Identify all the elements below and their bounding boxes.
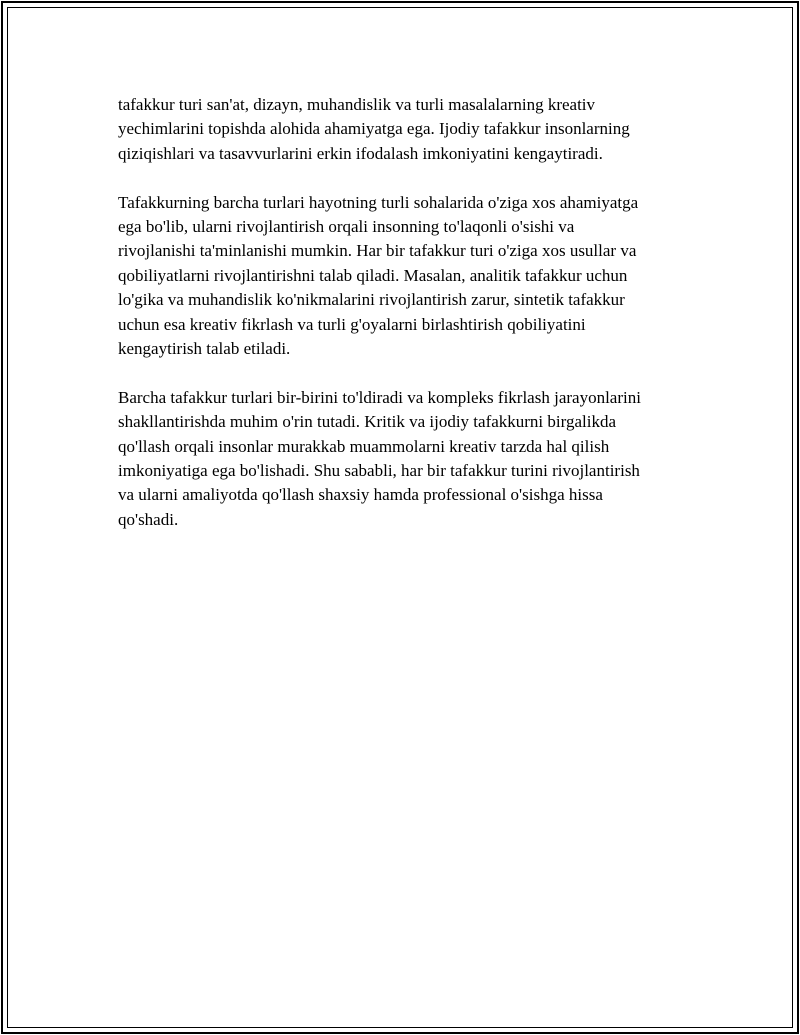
paragraph-1: tafakkur turi san'at, dizayn, muhandislik va turli masalalarning kreativ yechimlarini topishda alohida ahamiyatga ega. Ijodiy tafakkur insonlarning qiziqishlari va tasavvurlarini erkin ifodalash imkoniyatini kengaytiradi. [118,95,630,163]
paragraph-2: Tafakkurning barcha turlari hayotning turli sohalarida o'ziga xos ahamiyatga ega bo'lib, ularni rivojlantirish orqali insonning to'laqonli o'sishi va rivojlanishi ta'minlanishi mumkin. Har bir tafakkur turi o'ziga xos usullar va qobiliyatlarni rivojlantirishni talab qiladi. Masalan, analitik tafakkur uchun lo'gika va muhandislik ko'nikmalarini rivojlantirish zarur, sintetik tafakkur uchun esa kreativ fikrlash va turli g'oyalarni birlashtirish qobiliyatini kengaytirish talab etiladi. [118,192,639,359]
document-body [118,93,698,557]
paragraph-3: Barcha tafakkur turlari bir-birini to'ldiradi va kompleks fikrlash jarayonlarini shakllantirishda muhim o'rin tutadi. Kritik va ijodiy tafakkurni birgalikda qo'llash orqali insonlar murakkab muammolarni kreativ tarzda hal qilish imkoniyatiga ega bo'lishadi. Shu sababli, har bir tafakkur turini rivojlantirish va ularni amaliyotda qo'llash shaxsiy hamda professional o'sishga hissa qo'shadi. [118,387,641,529]
